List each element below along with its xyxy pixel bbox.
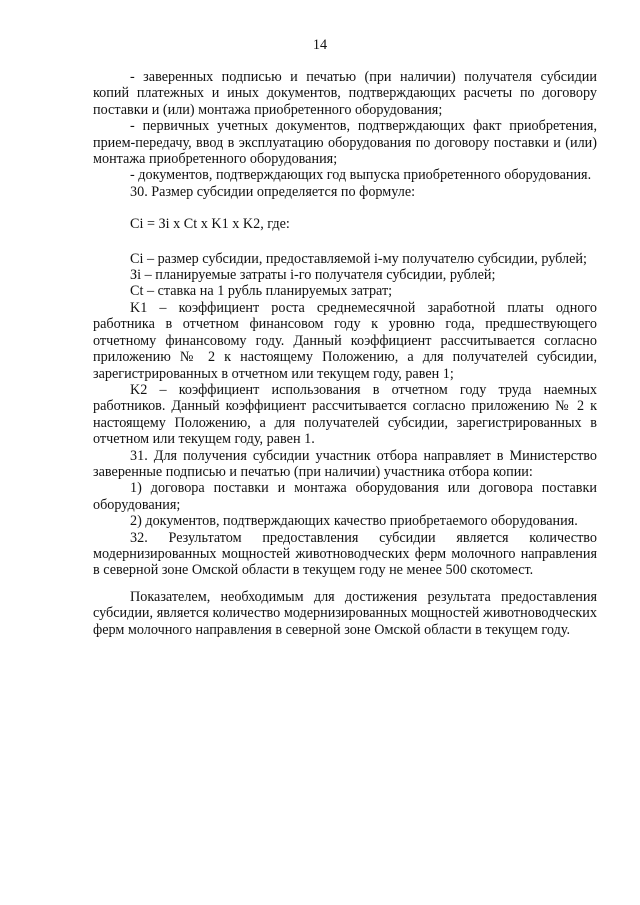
- definition-ci: Ci – размер субсидии, предоставляемой i-му получателю субсидии, рублей;: [130, 250, 587, 267]
- definition-k1: K1 – коэффициент роста среднемесячной заработной платы одного работника в отчетном финансовом году к уровню года, предшествующего отчетному финансовому году. Данный коэффициент рассчитывается согласно приложению № 2 к настоящему Положению, а для получателей субсидии, зарегистрированных в отчетном или текущем году, равен 1;: [93, 299, 597, 382]
- page-number: 14: [312, 37, 328, 53]
- paragraph-31: 31. Для получения субсидии участник отбора направляет в Министерство заверенные подписью и печатью (при наличии) участника отбора копии:: [93, 447, 597, 480]
- definition-ct: Ct – ставка на 1 рубль планируемых затрат;: [130, 283, 393, 300]
- paragraph-indicator: Показателем, необходимым для достижения результата предоставления субсидии, является количество модернизированных мощностей животноводческих ферм молочного направления в северной зоне Омской области в текущем году.: [93, 588, 597, 638]
- definition-zi: Зi – планируемые затраты i-го получателя субсидии, рублей;: [130, 267, 496, 284]
- definition-k2: K2 – коэффициент использования в отчетном году труда наемных работников. Данный коэффициент рассчитывается согласно приложению № 2 к настоящему Положению, а для получателей субсидии, зарегистрированных в отчетном или текущем году, равен 1.: [93, 381, 597, 448]
- document-body: [93, 69, 597, 638]
- paragraph-primary-documents: - первичных учетных документов, подтверждающих факт приобретения, прием-передачу, ввод в эксплуатацию оборудования по договору поставки и (или) монтажа приобретенного оборудования;: [93, 118, 597, 168]
- list-item-quality-documents: 2) документов, подтверждающих качество приобретаемого оборудования.: [130, 513, 578, 530]
- paragraph-32: 32. Результатом предоставления субсидии является количество модернизированных мощностей животноводческих ферм молочного направления в северной зоне Омской области в текущем году не менее 500 скотомест.: [93, 529, 597, 579]
- paragraph-payment-documents: - заверенных подписью и печатью (при наличии) получателя субсидии копий платежных и иных документов, подтверждающих расчеты по договору поставки и (или) монтажа приобретенного оборудования;: [93, 69, 597, 118]
- list-item-contract: 1) договора поставки и монтажа оборудования или договора поставки оборудования;: [93, 480, 597, 513]
- paragraph-30-heading: 30. Размер субсидии определяется по формуле:: [130, 183, 416, 200]
- subsidy-formula: Ci = Зi x Ct x K1 x K2, где:: [130, 216, 290, 233]
- paragraph-year-documents: - документов, подтверждающих год выпуска приобретенного оборудования.: [130, 167, 592, 184]
